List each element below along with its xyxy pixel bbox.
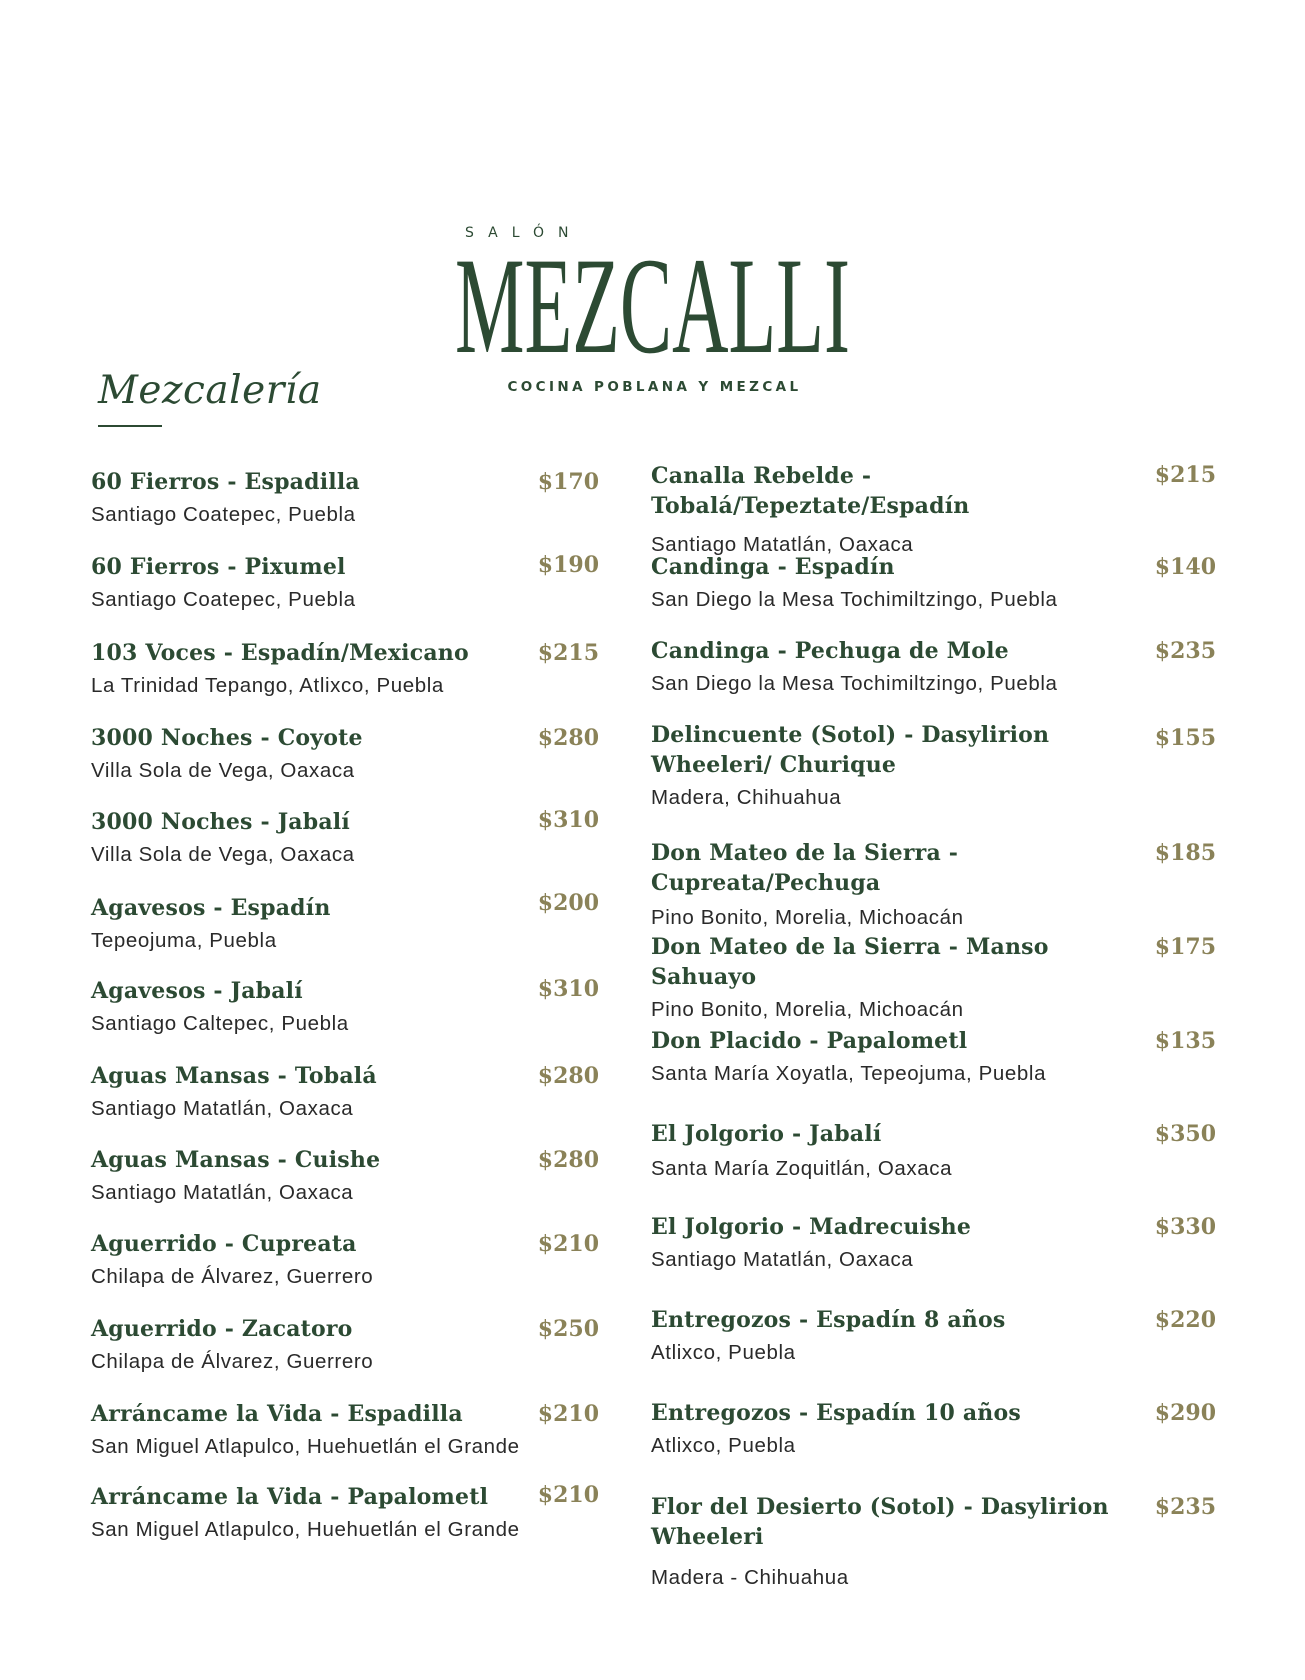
item-price: $200 <box>537 890 599 916</box>
brand-name: MEZCALLI <box>455 252 850 357</box>
item-origin: Santiago Matatlán, Oaxaca <box>651 1248 914 1271</box>
item-origin: Santiago Matatlán, Oaxaca <box>651 533 914 556</box>
menu-item <box>651 1212 1216 1274</box>
item-name: Delincuente (Sotol) - Dasylirion Wheeleri/ Churique <box>651 722 1050 778</box>
menu-item <box>651 1492 1216 1592</box>
menu-item <box>651 1119 1216 1183</box>
menu-item <box>651 552 1216 614</box>
item-price: $235 <box>1154 1494 1216 1520</box>
item-price: $235 <box>1154 638 1216 664</box>
menu-item <box>91 976 599 1038</box>
item-origin: Santiago Coatepec, Puebla <box>91 588 356 611</box>
item-name: El Jolgorio - Jabalí <box>651 1121 882 1147</box>
item-name: 103 Voces - Espadín/Mexicano <box>91 640 469 666</box>
item-price: $250 <box>537 1316 599 1342</box>
item-price: $170 <box>537 469 599 495</box>
item-origin: Santiago Coatepec, Puebla <box>91 503 356 526</box>
item-name: Agavesos - Espadín <box>91 895 331 921</box>
menu-item <box>651 1026 1216 1088</box>
item-name: Agavesos - Jabalí <box>91 978 303 1004</box>
item-name: Entregozos - Espadín 8 años <box>651 1307 1006 1333</box>
item-name: Aguas Mansas - Cuishe <box>91 1147 381 1173</box>
menu-item <box>91 1314 599 1376</box>
item-origin: Atlixco, Puebla <box>651 1341 796 1364</box>
item-price: $280 <box>537 725 599 751</box>
item-price: $175 <box>1154 934 1216 960</box>
item-origin: Pino Bonito, Morelia, Michoacán <box>651 998 964 1021</box>
item-price: $185 <box>1154 840 1216 866</box>
item-name: Aguerrido - Cupreata <box>91 1231 357 1257</box>
item-name: Aguas Mansas - Tobalá <box>91 1063 377 1089</box>
item-origin: Madera, Chihuahua <box>651 786 842 809</box>
item-name: Don Mateo de la Sierra - Manso Sahuayo <box>651 934 1049 990</box>
item-price: $220 <box>1154 1307 1216 1333</box>
menu-item <box>91 1061 599 1123</box>
menu-item <box>91 1482 599 1544</box>
menu-item <box>91 1399 599 1461</box>
menu-item <box>651 720 1216 812</box>
item-origin: San Miguel Atlapulco, Huehuetlán el Grande <box>91 1435 520 1458</box>
item-name: 60 Fierros - Pixumel <box>91 554 346 580</box>
item-price: $310 <box>537 807 599 833</box>
item-price: $310 <box>537 976 599 1002</box>
item-origin: Atlixco, Puebla <box>651 1434 796 1457</box>
menu-item <box>651 1305 1216 1367</box>
item-origin: Tepeojuma, Puebla <box>91 929 277 952</box>
brand-prefix: SALÓN <box>465 225 583 241</box>
menu-item <box>91 890 599 955</box>
section-title: Mezcalería <box>98 368 322 413</box>
menu-item <box>91 552 599 614</box>
item-origin: San Diego la Mesa Tochimiltzingo, Puebla <box>651 588 1058 611</box>
menu-item <box>651 932 1216 1024</box>
item-price: $210 <box>537 1482 599 1508</box>
item-name: Candinga - Espadín <box>651 554 895 580</box>
item-name: 60 Fierros - Espadilla <box>91 469 360 495</box>
item-origin: Pino Bonito, Morelia, Michoacán <box>651 906 964 929</box>
item-name: Flor del Desierto (Sotol) - Dasylirion Wheeleri <box>651 1494 1109 1550</box>
menu-item <box>91 723 599 785</box>
section-underline <box>98 425 162 427</box>
menu-item <box>91 638 599 700</box>
item-name: Canalla Rebelde - Tobalá/Tepeztate/Espadín <box>651 463 970 519</box>
item-origin: San Miguel Atlapulco, Huehuetlán el Grande <box>91 1518 520 1541</box>
item-origin: Santiago Matatlán, Oaxaca <box>91 1181 354 1204</box>
item-name: Arráncame la Vida - Papalometl <box>91 1484 489 1510</box>
item-origin: Santiago Caltepec, Puebla <box>91 1012 349 1035</box>
item-price: $190 <box>537 552 599 578</box>
item-name: Aguerrido - Zacatoro <box>91 1316 353 1342</box>
item-name: Don Placido - Papalometl <box>651 1028 968 1054</box>
brand-logo <box>0 0 1305 420</box>
brand-tagline: COCINA POBLANA Y MEZCAL <box>507 379 802 395</box>
item-origin: Villa Sola de Vega, Oaxaca <box>91 843 355 866</box>
item-name: Candinga - Pechuga de Mole <box>651 638 1009 664</box>
menu-item <box>91 1145 599 1207</box>
item-name: Don Mateo de la Sierra - Cupreata/Pechuga <box>651 840 959 896</box>
item-origin: Villa Sola de Vega, Oaxaca <box>91 759 355 782</box>
menu-item <box>91 1229 599 1291</box>
item-price: $140 <box>1154 554 1216 580</box>
item-origin: Santa María Zoquitlán, Oaxaca <box>651 1157 953 1180</box>
item-name: 3000 Noches - Coyote <box>91 725 363 751</box>
item-origin: San Diego la Mesa Tochimiltzingo, Puebla <box>651 672 1058 695</box>
menu-item <box>651 1398 1216 1460</box>
item-price: $280 <box>537 1063 599 1089</box>
brand-wordmark <box>455 252 855 357</box>
menu-item <box>651 461 1216 559</box>
item-price: $290 <box>1154 1400 1216 1426</box>
item-origin: Chilapa de Álvarez, Guerrero <box>91 1265 374 1288</box>
item-origin: Santa María Xoyatla, Tepeojuma, Puebla <box>651 1062 1047 1085</box>
menu-item <box>91 467 599 529</box>
item-name: El Jolgorio - Madrecuishe <box>651 1214 972 1240</box>
menu-item <box>91 807 599 869</box>
item-price: $155 <box>1154 725 1216 751</box>
item-origin: La Trinidad Tepango, Atlixco, Puebla <box>91 674 444 697</box>
item-name: 3000 Noches - Jabalí <box>91 809 350 835</box>
menu-item <box>651 838 1216 932</box>
item-price: $210 <box>537 1231 599 1257</box>
item-price: $210 <box>537 1401 599 1427</box>
item-name: Arráncame la Vida - Espadilla <box>91 1401 463 1427</box>
item-price: $350 <box>1154 1121 1216 1147</box>
item-origin: Santiago Matatlán, Oaxaca <box>91 1097 354 1120</box>
item-price: $215 <box>1154 462 1216 488</box>
item-name: Entregozos - Espadín 10 años <box>651 1400 1021 1426</box>
item-origin: Madera - Chihuahua <box>651 1566 849 1589</box>
item-price: $135 <box>1154 1028 1216 1054</box>
item-price: $215 <box>537 640 599 666</box>
item-origin: Chilapa de Álvarez, Guerrero <box>91 1350 374 1373</box>
item-price: $280 <box>537 1147 599 1173</box>
menu-item <box>651 636 1216 698</box>
item-price: $330 <box>1154 1214 1216 1240</box>
